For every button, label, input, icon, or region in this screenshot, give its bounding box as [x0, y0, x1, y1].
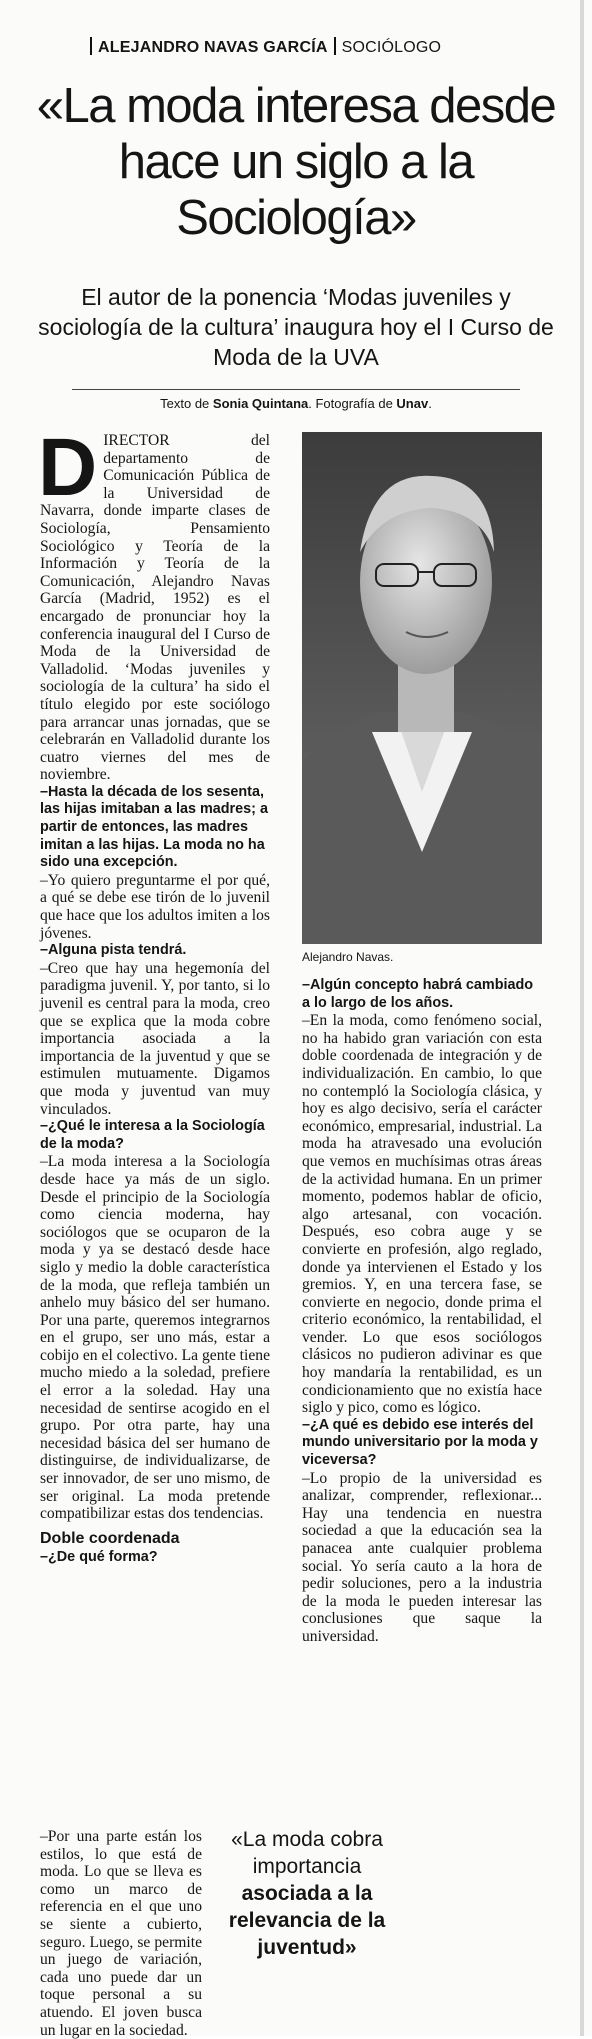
subheadline: El autor de la ponencia ‘Modas juveniles y sociología de la cultura’ inaugura hoy el I Curso de Moda de la UVA [38, 284, 554, 370]
article-column-1 [38, 422, 270, 1566]
pull-quote-line-2: asociada a la relevancia de la juventud» [228, 1882, 386, 1959]
section-heading: Doble coordenada [40, 1529, 180, 1547]
byline-writer: Sonia Quintana [212, 396, 309, 411]
kicker-bar [90, 37, 92, 55]
portrait-photo [302, 432, 542, 944]
intro-paragraph [38, 422, 270, 784]
byline-end: . [428, 396, 432, 411]
kicker [84, 37, 504, 65]
question-4: –¿De qué forma? [40, 1548, 158, 1565]
question-2: –Alguna pista tendrá. [40, 942, 187, 959]
byline-photo-prefix: . Fotografía de [308, 396, 397, 411]
answer-2: –Creo que hay una hegemonía del paradigma juvenil. Y, por tanto, si lo juvenil es central para la moda, creo que se explica que la moda cobre importancia asociada a la importancia de la juventud y que se estimulen mutuamente. Digamos que moda y juventud van muy vinculados. [40, 959, 270, 1118]
page-edge-rule [580, 0, 584, 2036]
byline-rule [72, 389, 520, 390]
byline-photo-credit: Unav [396, 396, 429, 411]
article-column-2 [302, 977, 542, 1646]
answer-1: –Yo quiero preguntarme el por qué, a qué se debe ese tirón de lo juvenil que hace que los adultos imiten a los jóvenes. [40, 871, 270, 942]
photo-caption: Alejandro Navas. [302, 950, 394, 964]
portrait-illustration [302, 432, 542, 944]
question-1: –Hasta la década de los sesenta, las hijas imitaban a las madres; a partir de entonces, las madres imitan a las hijas. La moda no ha sido una excepción. [40, 783, 268, 871]
headline: «La moda interesa desde hace un siglo a la Sociología» [36, 79, 556, 245]
drop-cap: D [38, 422, 98, 513]
byline-prefix: Texto de [160, 396, 213, 411]
question-5: –Algún concepto habrá cambiado a lo largo de los años. [302, 977, 534, 1011]
pull-quote-line-1: «La moda cobra importancia [231, 1828, 383, 1878]
pull-quote [212, 1826, 402, 1961]
kicker-role: SOCIÓLOGO [341, 39, 442, 56]
question-6: –¿A qué es debido ese interés del mundo universitario por la moda y viceversa? [302, 1416, 538, 1469]
intro-text: IRECTOR del departamento de Comunicación Pública de la Universidad de Navarra, donde imparte clases de Sociología, Pensamiento Sociológico y Teoría de la Información y Teoría de la Comunicación, Alejandro Navas García (Madrid, 1952) es el encargado de pronunciar hoy la conferencia inaugural del I Curso de Moda de la Universidad de Valladolid. ‘Modas juveniles y sociología de la cultura’ ha sido el título elegido por este sociólogo para arrancar unas jornadas, que se celebrarán en Valladolid durante los cuatro viernes del mes de noviembre. [40, 432, 270, 784]
answer-4: –Por una parte están los estilos, lo que está de moda. Lo que se lleva es como un marco de referencia en el que uno se siente a cubierto, seguro. Luego, se permite un juego de variación, cada uno puede dar un toque personal a su atuendo. El joven busca un lugar en la sociedad. [40, 1828, 202, 2039]
kicker-author: ALEJANDRO NAVAS GARCÍA [98, 39, 328, 56]
answer-5: –En la moda, como fenómeno social, no ha habido gran variación con esta doble coordenada de integración y de individualización. En cambio, lo que no contempló la Sociología clásica, y hoy es algo decisivo, sería el carácter económico, empresarial, industrial. La moda ha atravesado una evolución que vemos en muchísimas otras áreas de la actividad humana. En un primer momento, podemos hablar de oficio, algo artesanal, con vocación. Después, eso cobra auge y se convierte en profesión, algo reglado, donde ya intervienen el Estado y los gremios. Y, en una tercera fase, se convierte en negocio, donde prima el criterio económico, la rentabilidad, el vender. Lo que esos sociólogos clásicos no pudieron adivinar es que hoy mandaría la rentabilidad, es un condicionamiento que no existía hace siglo y pico, como es lógico. [302, 1012, 542, 1417]
kicker-bar [334, 37, 336, 55]
answer-3: –La moda interesa a la Sociología desde hace ya más de un siglo. Desde el principio de la Sociología como ciencia moderna, hay sociólogos que se ocuparon de la moda y ya se destacó desde hace siglo y medio la doble característica de la moda, que refleja también un anhelo muy básico del ser humano. Por una parte, queremos integrarnos en el grupo, ser uno más, estar a cobijo en el colectivo. La gente tiene mucho miedo a la soledad, prefiere el error a la soledad. Hay una necesidad de sentirse acogido en el grupo. Por otra parte, hay una necesidad básica del ser humano de distinguirse, de individualizarse, de ser innovador, de ser uno mismo, de ser original. La moda pretende compatibilizar estas dos tendencias. [40, 1153, 270, 1523]
byline [72, 396, 520, 411]
article-column-1-bottom [40, 1828, 202, 2039]
answer-6: –Lo propio de la universidad es analizar, comprender, reflexionar... Hay una tendencia en nuestra sociedad a que la educación sea la panacea ante cualquier problema social. Yo sería cauto a la hora de pedir soluciones, pero a la industria de la moda le pueden interesar las conclusiones que saque la universidad. [302, 1469, 542, 1645]
question-3: –¿Qué le interesa a la Sociología de la moda? [40, 1118, 265, 1152]
